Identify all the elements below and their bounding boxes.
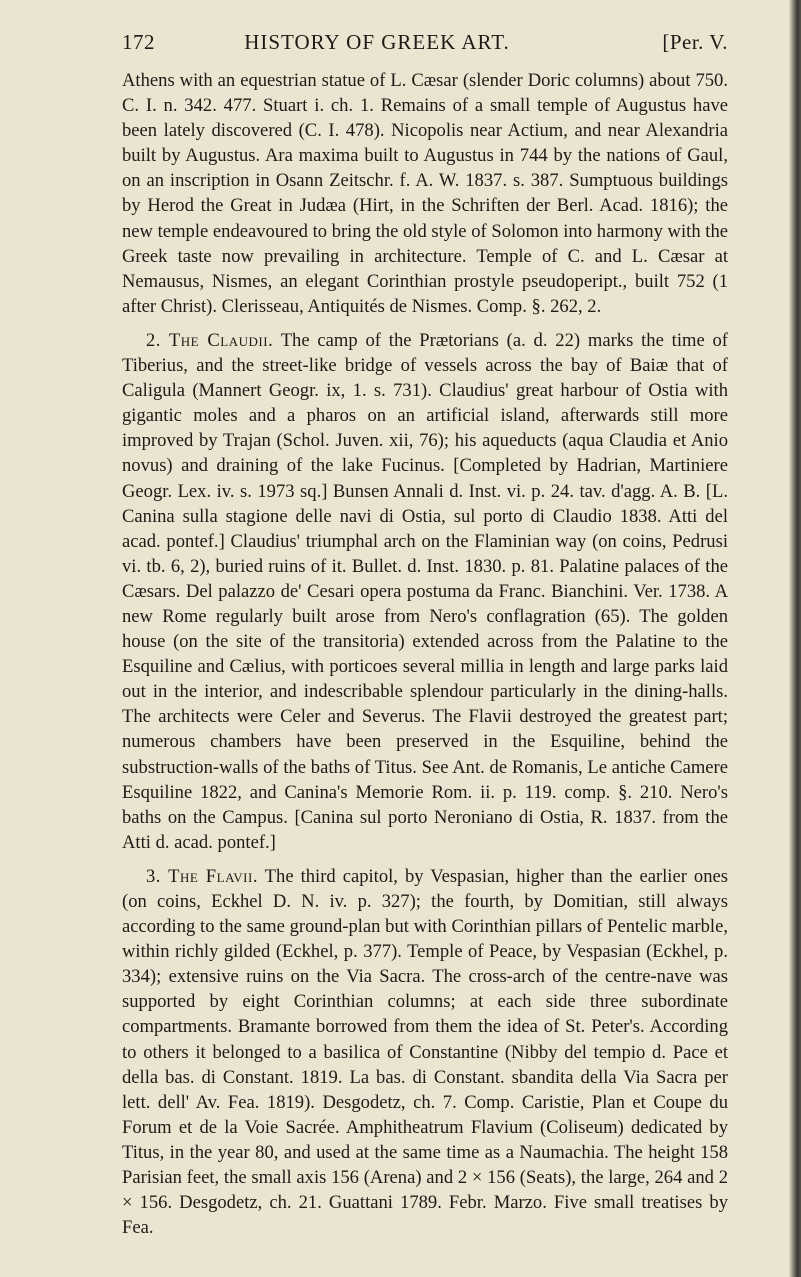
page-edge-shadow [789,0,801,1277]
paragraph-2-lead: 2. The Claudii. [146,329,274,351]
period-label: [Per. V. [662,30,728,54]
paragraph-2-text: The camp of the Prætorians (a. d. 22) marks the time of Tiberius, and the street-like bridge of vessels across the bay of Baiæ that of Caligula (Mannert Geogr. ix, 1. s. 731). Claudius' great harbour of Ostia with gigantic moles and a pharos on an artificial island, afterwards still more improved by Trajan (Schol. Juven. xii, 76); his aqueducts (aqua Claudia et Anio novus) and draining of the lake Fucinus. [Completed by Hadrian, Martiniere Geogr. Lex. iv. s. 1973 sq.] Bunsen Annali d. Inst. vi. p. 24. tav. d'agg. A. B. [L. Canina sulla stagione delle navi di Ostia, sul porto di Claudio 1838. Atti del acad. pontef.] Claudius' triumphal arch on the Flaminian way (on coins, Pedrusi vi. tb. 6, 2), buried ruins of it. Bullet. d. Inst. 1830. p. 81. Palatine palaces of the Cæsars. Del palazzo de' Cesari opera postuma da Franc. Bianchini. Ver. 1738. A new Rome regularly built arose from Nero's conflagration (65). The golden house (on the site of the transitoria) extended across from the Palatine to the Esquiline and Cælius, with porticoes several millia in length and large parks laid out in the interior, and indescribable splendour particularly in the dining-halls. The architects were Celer and Severus. The Flavii destroyed the greatest part; numerous chambers have been preserved in the Esquiline, behind the substruction-walls of the baths of Titus. See Ant. de Romanis, Le antiche Camere Esquiline 1822, and Canina's Memorie Rom. ii. p. 119. comp. §. 210. Nero's baths on the Campus. [Canina sul porto Neroniano di Ostia, R. 1837. from the Atti d. acad. pontef.] [122,329,728,853]
paragraph-2 [122,328,728,855]
paragraph-1-text: Athens with an equestrian statue of L. Cæsar (slender Doric columns) about 750. C. I. n. 342. 477. Stuart i. ch. 1. Remains of a small temple of Augustus have been lately discovered (C. I. 478). Nicopolis near Actium, and near Alexandria built by Augustus. Ara maxima built to Augustus in 744 by the nations of Gaul, on an inscription in Osann Zeitschr. f. A. W. 1837. s. 387. Sumptuous buildings by Herod the Great in Judæa (Hirt, in the Schriften der Berl. Acad. 1816); the new temple endeavoured to bring the old style of Solomon into harmony with the Greek taste now prevailing in architecture. Temple of C. and L. Cæsar at Nemausus, Nismes, an elegant Corinthian prostyle pseudopeript., built 752 (1 after Christ). Clerisseau, Antiquités de Nismes. Comp. §. 262, 2. [122,70,728,317]
page-header [122,30,728,58]
paragraph-3-text: The third capitol, by Vespasian, higher than the earlier ones (on coins, Eckhel D. N. iv. p. 327); the fourth, by Domitian, still always according to the same ground-plan but with Corinthian pillars of Pentelic marble, within richly gilded (Eckhel, p. 377). Temple of Peace, by Vespasian (Eckhel, p. 334); extensive ruins on the Via Sacra. The cross-arch of the centre-nave was supported by eight Corinthian columns; at each side three subordinate compartments. Bramante borrowed from them the idea of St. Peter's. According to others it belonged to a basilica of Constantine (Nibby del tempio d. Pace et della bas. di Constant. 1819. La bas. di Constant. sbandita della Via Sacra per lett. dell' Av. Fea. 1819). Desgodetz, ch. 7. Comp. Caristie, Plan et Coupe du Forum et de la Voie Sacrée. Amphitheatrum Flavium (Coliseum) dedicated by Titus, in the year 80, and used at the same time as a Naumachia. The height 158 Parisian feet, the small axis 156 (Arena) and 2 × 156 (Seats), the large, 264 and 2 × 156. Desgodetz, ch. 21. Guattani 1789. Febr. Marzo. Five small treatises by Fea. [122,865,728,1239]
page-number: 172 [122,30,155,54]
paragraph-3-lead: 3. The Flavii. [146,865,258,887]
paragraph-3 [122,864,728,1240]
body-text [122,68,728,1240]
running-title: HISTORY OF GREEK ART. [244,30,510,54]
paragraph-1 [122,68,728,319]
